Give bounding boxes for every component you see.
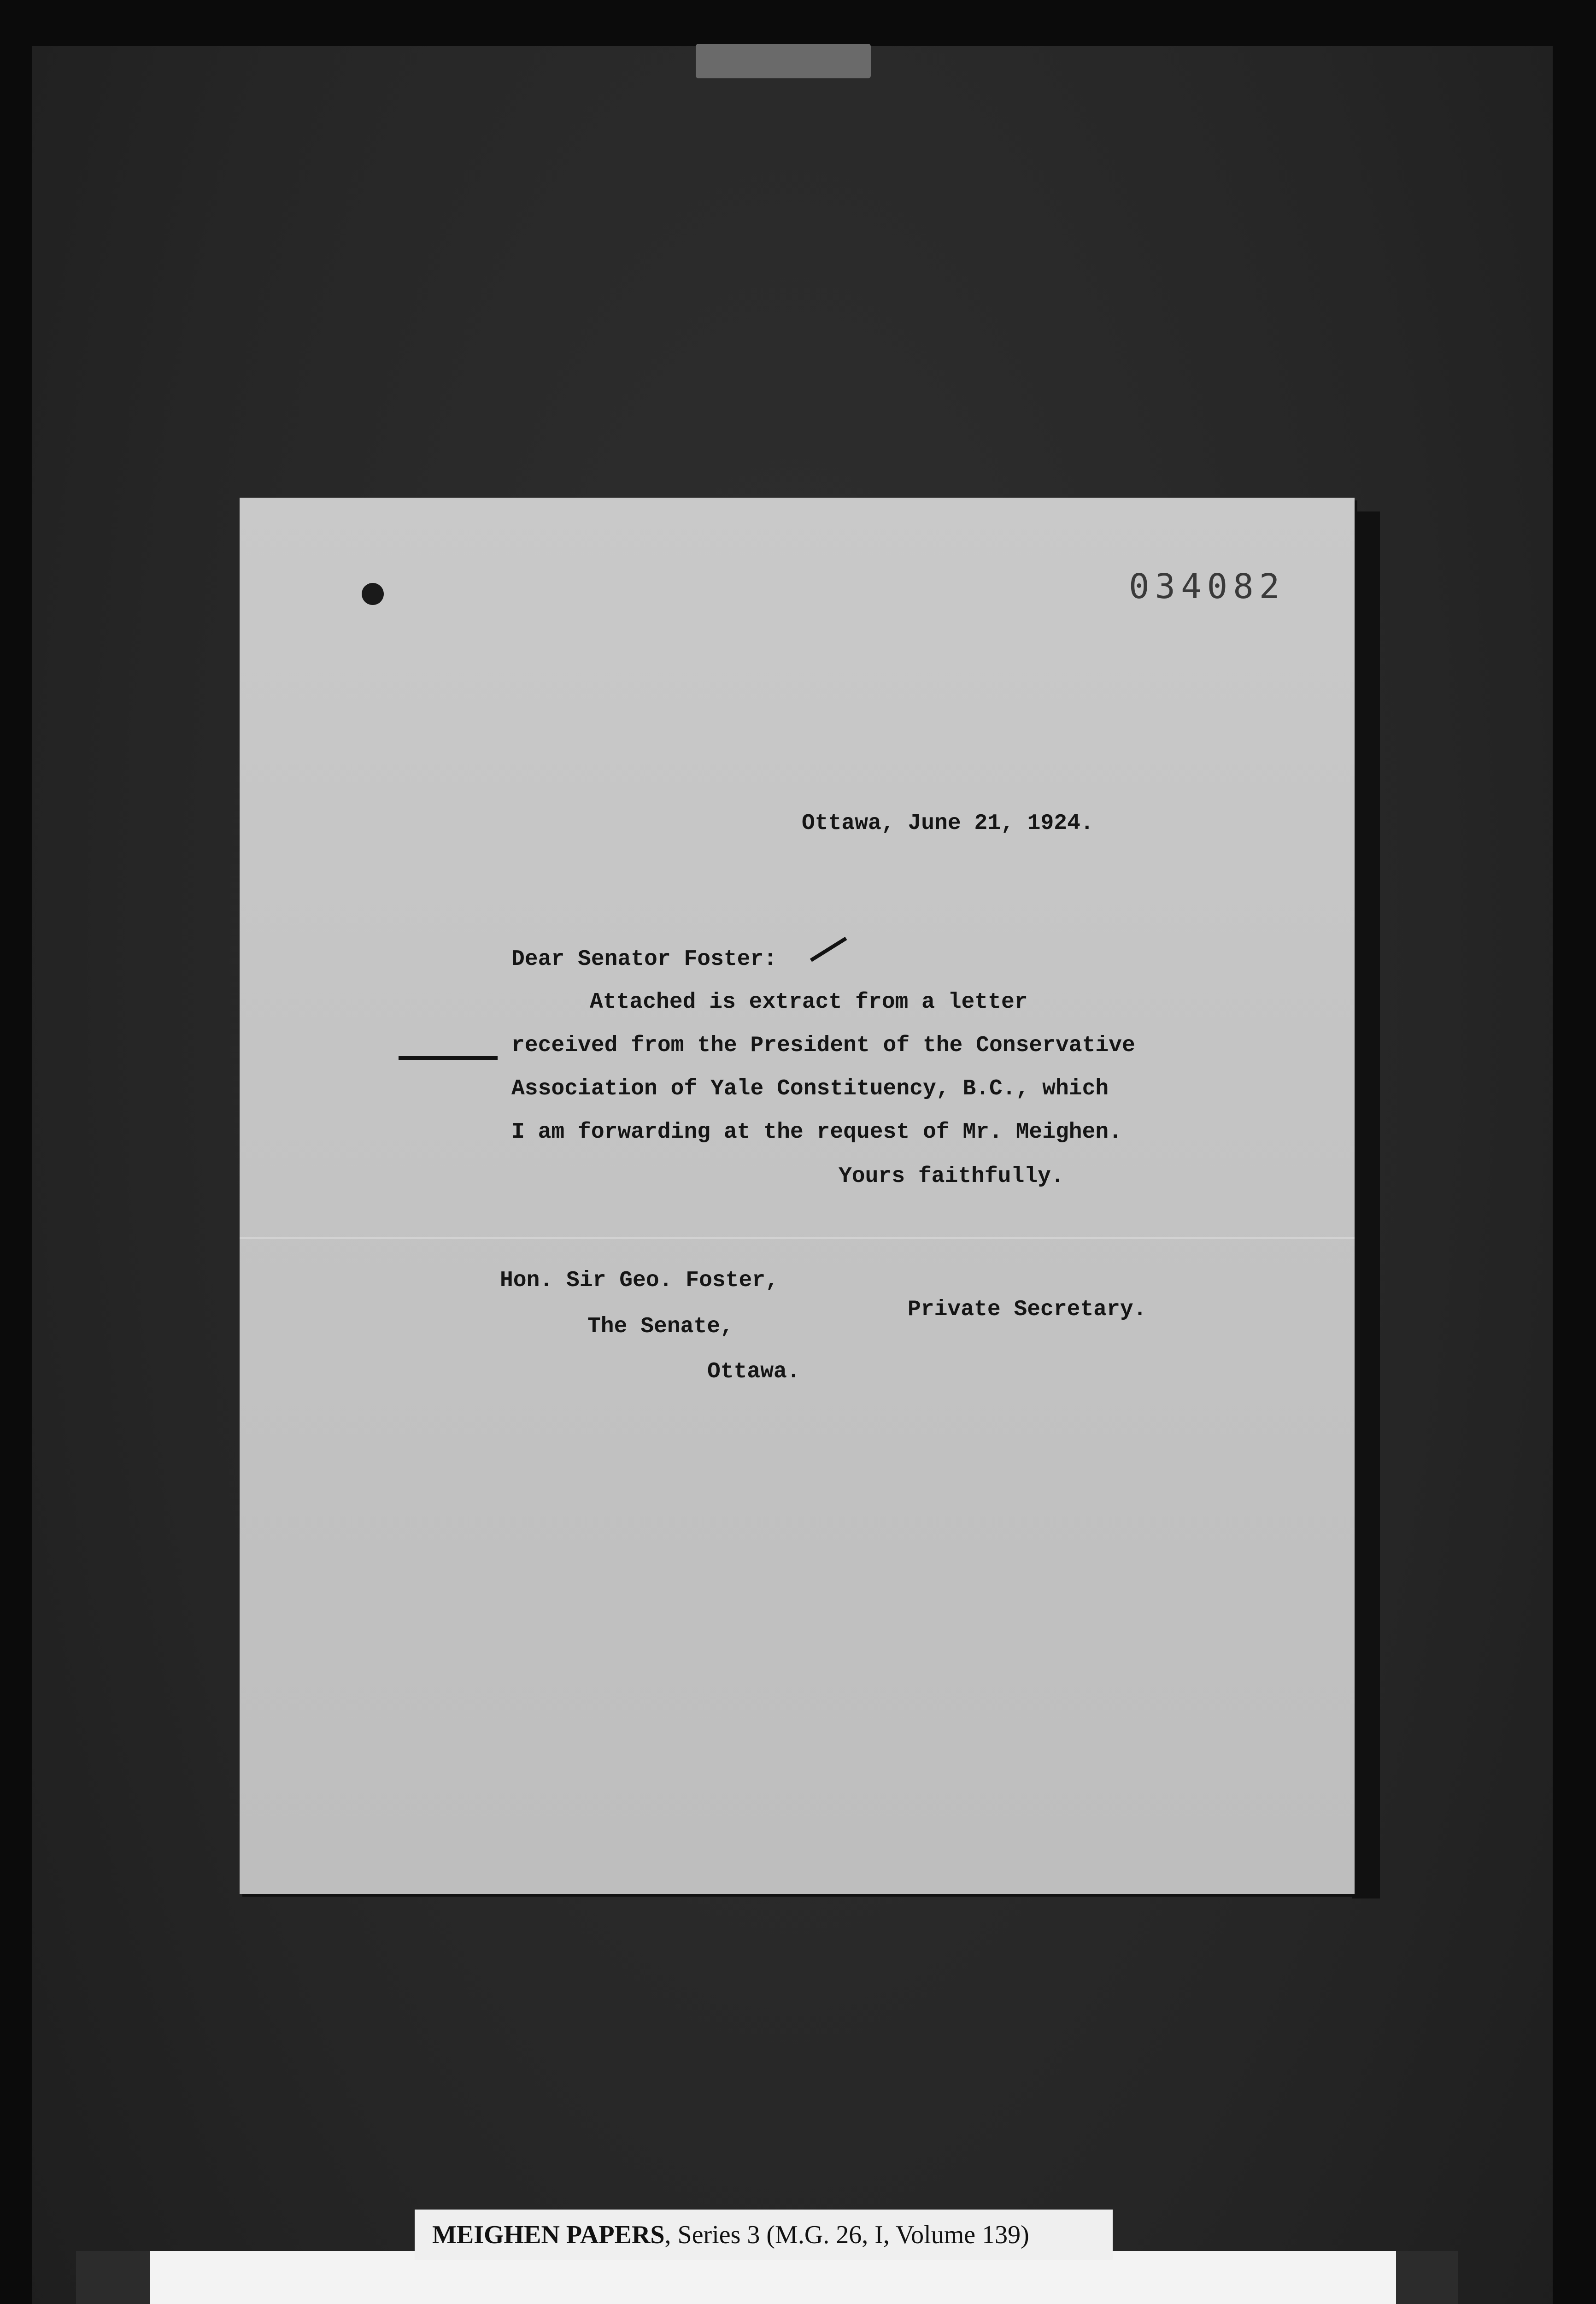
date-line: Ottawa, June 21, 1924. xyxy=(802,811,1094,836)
body-line: Attached is extract from a letter xyxy=(590,990,1028,1015)
body-line: received from the President of the Conservative xyxy=(511,1033,1135,1058)
closing: Yours faithfully. xyxy=(839,1164,1064,1189)
series-label: MEIGHEN PAPERS xyxy=(432,2221,665,2249)
body-line: Association of Yale Constituency, B.C., which xyxy=(511,1076,1109,1101)
letter-page xyxy=(240,498,1355,1894)
paper-shadow xyxy=(1352,511,1380,1898)
recipient-line: Ottawa. xyxy=(707,1359,800,1384)
film-clip xyxy=(696,44,871,78)
recipient-line: The Senate, xyxy=(587,1314,733,1339)
check-mark xyxy=(810,937,847,962)
punch-hole xyxy=(362,583,384,605)
reference-tag xyxy=(415,2210,1113,2260)
series-rest: , Series 3 (M.G. 26, I, Volume 139) xyxy=(664,2221,1029,2249)
signature-title: Private Secretary. xyxy=(908,1297,1147,1322)
fold-line xyxy=(240,1237,1355,1239)
margin-line-mark xyxy=(399,1056,498,1060)
reference-text xyxy=(432,2220,1029,2250)
document-number: 034082 xyxy=(1129,567,1285,606)
salutation: Dear Senator Foster: xyxy=(511,947,777,972)
body-line: I am forwarding at the request of Mr. Meighen. xyxy=(511,1120,1122,1145)
recipient-line: Hon. Sir Geo. Foster, xyxy=(500,1268,779,1293)
